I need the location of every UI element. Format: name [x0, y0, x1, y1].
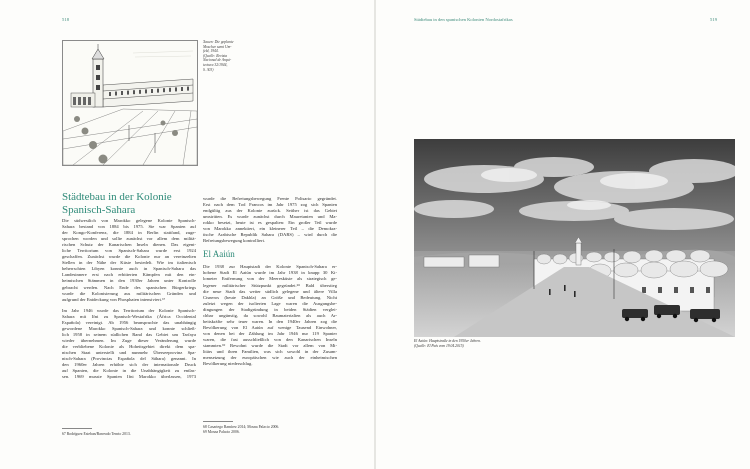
- text-line: Cisneros (heute Dakhla) an Größe und Bedeutung. Nicht: [203, 294, 337, 300]
- text-line: wurde die Befreiungsbewegung Frente Polisario gegründet.: [203, 196, 337, 201]
- section-heading: [62, 191, 202, 216]
- text-line: Española) vereinigt. Ab 1956 beanspruchte das unabhängig: [62, 319, 196, 325]
- text-line: lometer Entfernung von der Meeresküste als strategisch ge-: [203, 276, 337, 282]
- text-line: Die südwestlich von Marokko gelegene Kolonie Spanisch-: [62, 218, 196, 223]
- footnote-67: 67 Rodríguez Esteban/Barreado Tenrio 2013.: [62, 432, 131, 436]
- subheading-el-aaiun: El Aaiún: [203, 249, 235, 260]
- text-line: dingungen der Stadtgründung in beiden Städten verglei-: [203, 306, 337, 312]
- paragraph: [62, 308, 196, 381]
- text-line: waren, die fast ausschließlich von den Kanarischen Inseln: [203, 336, 337, 342]
- paragraph: [203, 264, 337, 367]
- caption-line: Xauen: Die geplante: [203, 40, 234, 44]
- text-line: tische Arabische Republik Sahara (DARS) – wird durch die: [203, 232, 337, 238]
- sketch-caption: [203, 40, 253, 72]
- text-line: von Marokko annektiert, ein kleinerer Teil – die Demokra-: [203, 226, 337, 232]
- left-text-column: [62, 218, 196, 385]
- text-line: nischen Staat unterstellt und nunmehr Überseeprovinz Spa-: [62, 349, 196, 355]
- text-line: legener militärischer Stützpunkt gegründet.⁶⁸ Bald überstieg: [203, 282, 337, 288]
- text-line: sprochen worden und sollte zunächst vor allem dem militä-: [62, 236, 196, 242]
- el-aaiun-street-photo: [414, 139, 735, 337]
- text-line: gebracht werden. Nach Ende des spanischen Bürgerkriegs: [62, 284, 196, 290]
- footnote-rule: [203, 421, 233, 422]
- text-line: die neue Stadt das weiter südlich gelegene und ältere Villa: [203, 288, 337, 294]
- footnote-rule: [62, 428, 92, 429]
- mosque-sketch-figure: [62, 40, 198, 166]
- text-line: geschaffen. Zunächst wurde die Kolonie nur an vereinzelten: [62, 254, 196, 260]
- text-line: rokko besetzt, heute ist es gespalten: Ein großer Teil wurde: [203, 220, 337, 226]
- text-line: lich 1958 in seinem südlichen Rand das Gebiet um Tarfaya: [62, 331, 196, 337]
- text-line: beitskräfte sehr teuer waren. In den 1940er Jahren zog die: [203, 318, 337, 324]
- text-line: den 1960er Jahren erhöhte sich der internationale Druck: [62, 362, 196, 368]
- caption-line: (Quelle: Revista: [203, 53, 228, 58]
- text-line: aufgrund der Entdeckung von Phosphaten intensiviert.⁶⁷: [62, 296, 166, 302]
- text-line: umstritten. Es wurde zunächst durch Mauretanien und Ma-: [203, 214, 337, 220]
- paragraph: [62, 218, 196, 303]
- caption-line: (Quelle: El País vom 19.04.2015): [414, 343, 464, 348]
- caption-line: Moschee samt Um-: [203, 44, 232, 49]
- text-line: wurde die Kolonisierung aus militärischen Gründen und: [62, 290, 196, 296]
- text-line: chbar ungünstig, da sowohl Baumaterialien als auch Ar-: [203, 312, 337, 318]
- text-line: der Kongo-Konferenz, die 1884 in Berlin stattfand, zuge-: [62, 230, 196, 236]
- text-line: gewordene Marokko Spanisch-Sahara und konnte schließ-: [62, 325, 196, 331]
- text-line: stammten.⁶⁹ Bewohnt wurde die Stadt vor allem von Mi-: [203, 342, 337, 348]
- caption-line: feld, 1944.: [203, 49, 219, 54]
- text-line: hobene Stadt El Aaiún wurde im Jahr 1938 in knapp 30 Ki-: [203, 270, 337, 276]
- text-line: wieder übernehmen. Im Zuge dieser Veränderung wurde: [62, 337, 196, 343]
- text-line: Bevölkerung von El Aaiún auf wenige Tausend Einwohner,: [203, 324, 337, 330]
- text-line: die verbliebene Kolonie als Hoheitsgebiet direkt dem spa-: [62, 343, 196, 349]
- text-line: Landesinnere erst nach erbitterten Kämpfen mit den ein-: [62, 272, 196, 278]
- heading-line: Spanisch-Sahara: [62, 203, 136, 216]
- text-line: von denen bei der Zählung im Jahr 1946 nur 119 Spanier: [203, 330, 337, 336]
- text-line: Befreiungsbewegung kontrolliert.: [203, 238, 265, 244]
- text-line: litärs und ihren Familien, was sich sowohl in der Zusam-: [203, 349, 337, 355]
- caption-line: S. 303): [203, 67, 214, 72]
- text-line: rischen Schutz der Kanarischen Inseln dienen. Das eigent-: [62, 242, 196, 248]
- text-line: heimischen Stämmen in den 1930er Jahren unter Kontrolle: [62, 278, 196, 284]
- text-line: Bevölkerung niederschlug.: [203, 361, 253, 367]
- text-line: mensetzung der europäischen wie auch der einheimischen: [203, 355, 337, 361]
- photo-caption: [414, 339, 574, 348]
- text-line: liche Territorium von Spanisch-Sahara wurde erst 1924: [62, 248, 196, 254]
- text-line: Im Jahr 1946 wurde das Territorium der Kolonie Spanisch-: [62, 307, 196, 313]
- text-line: nisch-Sahara (Provincias Española del Sáhara) genannt. In: [62, 356, 196, 362]
- caption-line: El Aaiún: Hauptstraße in den 1950er Jahren.: [414, 339, 481, 343]
- text-line: Sahara bestand von 1884 bis 1975. Sie war Spanien auf: [62, 224, 196, 230]
- footnote-68: 68 Casariego Ramírez 2014; Mosna Palacio 2006.: [203, 425, 280, 429]
- middle-text-column: [203, 196, 337, 372]
- footnote-69: 69 Mosna Palacio 2006.: [203, 430, 240, 434]
- caption-line: Nacional de Arqui-: [203, 58, 232, 63]
- running-header: Städtebau in den spanischen Kolonien Nordostafrikas: [414, 17, 513, 22]
- text-line: Stellen in der Nähe der Küste besiedelt. Wie im italienisch: [62, 260, 196, 266]
- text-line: endgültig aus der Kolonie zurück. Seither ist das Gebiet: [203, 208, 337, 214]
- text-line: zuletzt wegen der isolierten Lage waren die Ausgangsbe-: [203, 300, 337, 306]
- text-line: Sahara mit Ifni zu Spanisch-Westafrika (África Occidental: [62, 313, 196, 319]
- text-line: Erst nach dem Tod Francos im Jahr 1975 zog sich Spanien: [203, 202, 337, 208]
- caption-line: tectura 32/1944,: [203, 62, 228, 67]
- right-page-number: 519: [710, 17, 718, 22]
- text-line: auf Spanien, die Kolonie in die Unabhängigkeit zu entlas-: [62, 368, 196, 374]
- heading-line: Städtebau in der Kolonie: [62, 191, 172, 203]
- text-line: beherrschten Libyen konnte auch in Spanisch-Sahara das: [62, 266, 196, 272]
- paragraph: [203, 196, 337, 244]
- left-page-number: 518: [62, 17, 70, 22]
- text-line: sen. 1969 musste Spanien Ifni Marokko überlassen, 1973: [62, 374, 196, 380]
- text-line: Die 1938 zur Hauptstadt der Kolonie Spanisch-Sahara er-: [203, 264, 337, 270]
